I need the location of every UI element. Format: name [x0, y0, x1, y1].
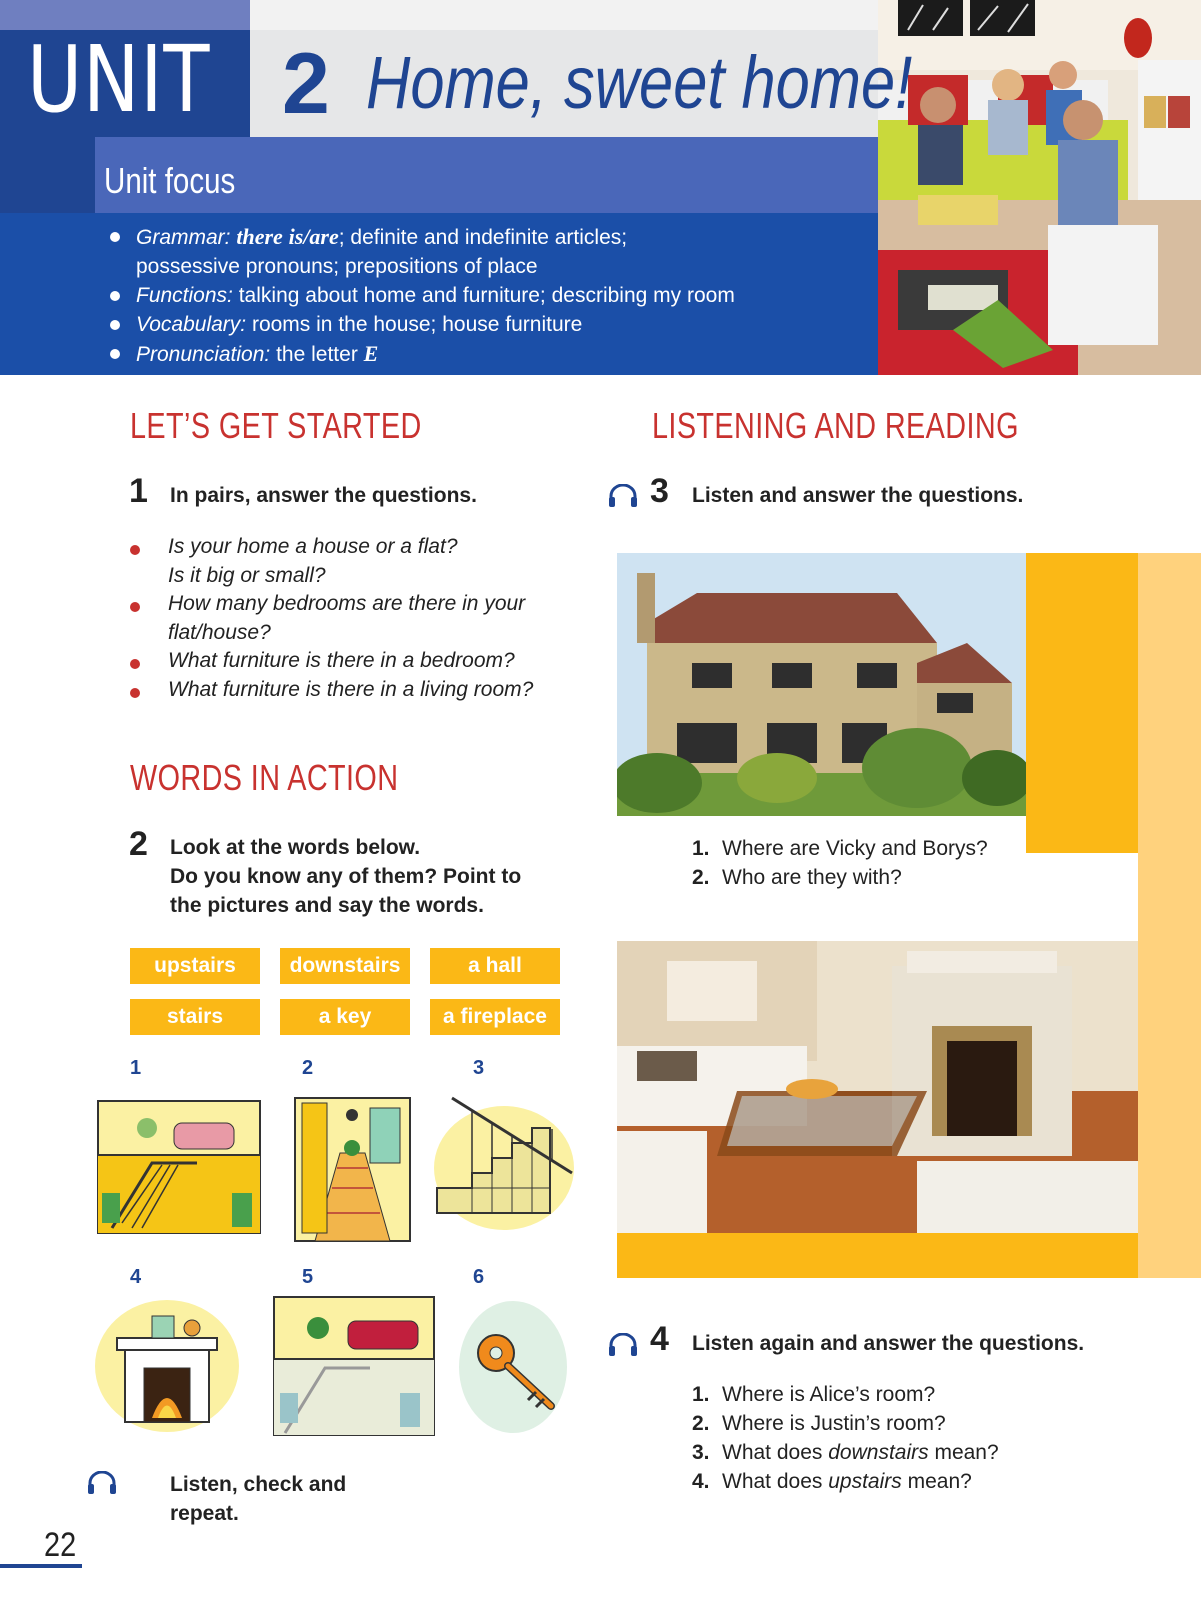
question-item: [692, 863, 1022, 892]
headphones-icon[interactable]: [607, 1333, 639, 1357]
picture-number: 4: [130, 1266, 142, 1288]
question-text: Who are they with?: [722, 866, 902, 889]
question-item: [692, 1467, 1112, 1496]
headphones-icon[interactable]: [86, 1471, 118, 1495]
focus-label: Grammar:: [136, 226, 231, 249]
exercise-4-instruction: Listen again and answer the questions.: [692, 1332, 1085, 1355]
focus-letter: E: [363, 341, 379, 366]
listening-reading-heading: LISTENING AND READING: [652, 405, 1019, 446]
grammar-is-are: is/are: [288, 224, 339, 249]
illustration-upstairs[interactable]: [270, 1293, 438, 1441]
focus-text: rooms in the house; house furniture: [246, 313, 583, 336]
question-text-part: mean?: [928, 1441, 999, 1464]
decorative-yellow-bar: [1138, 553, 1201, 1278]
focus-label: Vocabulary:: [136, 313, 247, 336]
illustration-fireplace[interactable]: [92, 1298, 242, 1434]
focus-item-pronunciation: [108, 339, 868, 369]
word-chip-stairs[interactable]: stairs: [130, 999, 260, 1035]
living-room-photo: [617, 941, 1138, 1233]
family-photo: [878, 0, 1201, 375]
question-text: What furniture is there in a living room?: [168, 677, 534, 701]
exercise-1-questions: [130, 533, 600, 704]
question-number: 2.: [692, 866, 710, 889]
word-chip-key[interactable]: a key: [280, 999, 410, 1035]
focus-item-vocabulary: [108, 310, 868, 339]
word-chip-hall[interactable]: a hall: [430, 948, 560, 984]
question-item: [692, 1409, 1112, 1438]
focus-label: Functions:: [136, 284, 233, 307]
focus-item-grammar-cont: [108, 252, 868, 281]
decorative-yellow-strip: [617, 1233, 1138, 1278]
header-top-strip: [250, 0, 878, 30]
question-text-part: What does: [722, 1441, 829, 1464]
word-chip-fireplace[interactable]: a fireplace: [430, 999, 560, 1035]
question-text: [722, 1438, 999, 1467]
illustration-stairs[interactable]: [432, 1093, 580, 1233]
grammar-rest: ; definite and indefinite articles;: [338, 226, 628, 249]
question-text: How many bedrooms are there in your: [168, 592, 526, 615]
illustration-hall[interactable]: [290, 1093, 418, 1245]
question-item: [130, 647, 600, 676]
focus-text: possessive pronouns; prepositions of place: [136, 255, 538, 278]
unit-focus-title: Unit focus: [104, 160, 236, 201]
question-item: [130, 676, 600, 705]
picture-number: 5: [302, 1266, 314, 1288]
question-number: 4.: [692, 1470, 710, 1493]
picture-number: 2: [302, 1057, 314, 1079]
house-photo: [617, 553, 1026, 816]
exercise-1-instruction: In pairs, answer the questions.: [170, 484, 477, 507]
exercise-3-number: 3: [650, 472, 669, 510]
word-chip-downstairs[interactable]: downstairs: [280, 948, 410, 984]
grammar-there: there: [236, 224, 283, 249]
focus-label: Pronunciation:: [136, 343, 271, 366]
question-text-part: mean?: [901, 1470, 972, 1493]
question-text: flat/house?: [168, 620, 271, 644]
question-item: [130, 590, 600, 647]
focus-item-grammar: [108, 222, 868, 252]
question-text: Is your home a house or a flat?: [168, 535, 458, 558]
question-item: [692, 1380, 1112, 1409]
unit-number: 2: [282, 36, 330, 132]
unit-focus-list: [108, 222, 868, 369]
question-text: [722, 1467, 972, 1496]
question-number: 1.: [692, 1383, 710, 1406]
page-number: 22: [44, 1526, 77, 1564]
picture-number: 3: [473, 1057, 485, 1079]
question-number: 1.: [692, 837, 710, 860]
instruction-line: repeat.: [170, 1502, 239, 1525]
focus-text: talking about home and furniture; describing my room: [232, 284, 735, 307]
exercise-1-number: 1: [129, 472, 148, 510]
instruction-line: Listen, check and: [170, 1473, 347, 1496]
question-item: [692, 834, 1022, 863]
exercise-4-questions: [692, 1380, 1112, 1496]
focus-text: the letter: [270, 343, 364, 366]
listen-check-repeat-instruction: [170, 1470, 346, 1528]
exercise-2-instruction: [170, 833, 521, 920]
instruction-line: Look at the words below.: [170, 836, 421, 859]
question-number: 2.: [692, 1412, 710, 1435]
illustration-key[interactable]: [456, 1298, 571, 1436]
unit-word: UNIT: [27, 26, 211, 133]
question-emphasis: downstairs: [828, 1441, 929, 1464]
exercise-3-instruction: Listen and answer the questions.: [692, 484, 1024, 507]
question-text: What furniture is there in a bedroom?: [168, 649, 515, 672]
picture-number: 1: [130, 1057, 142, 1079]
headphones-icon[interactable]: [607, 484, 639, 508]
question-text: Where are Vicky and Borys?: [722, 837, 988, 860]
words-in-action-heading: WORDS IN ACTION: [130, 757, 399, 798]
unit-title: Home, sweet home!: [366, 41, 913, 124]
exercise-3-questions: [692, 834, 1022, 892]
exercise-4-number: 4: [650, 1320, 669, 1358]
instruction-line: Do you know any of them? Point to: [170, 865, 522, 888]
exercise-2-number: 2: [129, 825, 148, 863]
word-chip-upstairs[interactable]: upstairs: [130, 948, 260, 984]
page-number-underline: [0, 1564, 82, 1568]
question-text-part: What does: [722, 1470, 829, 1493]
question-number: 3.: [692, 1441, 710, 1464]
picture-number: 6: [473, 1266, 485, 1288]
focus-item-functions: [108, 281, 868, 310]
lets-get-started-heading: LET’S GET STARTED: [130, 405, 422, 446]
decorative-yellow-block: [1026, 553, 1138, 853]
question-text: Is it big or small?: [168, 563, 326, 587]
instruction-line: the pictures and say the words.: [170, 894, 484, 917]
question-emphasis: upstairs: [828, 1470, 902, 1493]
question-item: [130, 533, 600, 590]
question-text: Where is Alice’s room?: [722, 1383, 936, 1406]
question-text: Where is Justin’s room?: [722, 1412, 946, 1435]
question-item: [692, 1438, 1112, 1467]
illustration-downstairs[interactable]: [92, 1093, 267, 1241]
